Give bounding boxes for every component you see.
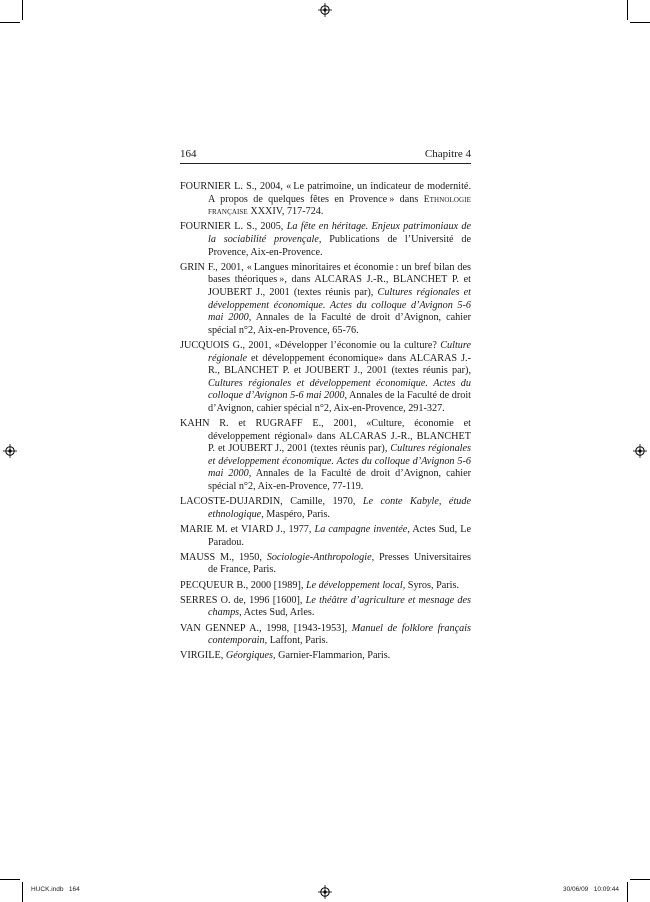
reference-text: , Annales de la Faculté de droit d’Avignon, cahier spécial n°2, Aix-en-Provence, 291-327. — [208, 390, 471, 414]
reference-text: , Annales de la Faculté de droit d’Avignon, cahier spécial n°2, Aix-en-Provence, 77-119. — [208, 468, 471, 493]
work-title: La fête en héritage. Enjeux patrimoniaux de la sociabilité provençale — [208, 221, 471, 245]
slug-timestamp: 30/06/09 10:09:44 — [563, 886, 620, 893]
reference-entry — [180, 418, 471, 494]
registration-mark-icon — [3, 444, 17, 458]
reference-text: XXXIV, 717-724. — [247, 206, 324, 218]
work-title: Cultures régionales et développement économique. Actes du colloque d’Avignon 5-6 mai 2000 — [208, 377, 471, 402]
reference-text: , Annales de la Faculté de droit d’Avignon, cahier spécial n°2, Aix-en-Provence, 65-76. — [208, 312, 471, 336]
reference-entry — [180, 221, 471, 259]
reference-text: MARIE M. et VIARD J., 1977, — [180, 524, 315, 535]
work-title: Manuel de folklore français contemporain — [208, 622, 471, 647]
reference-text: GRIN F., 2001, « Langues minoritaires et économie : un bref bilan des bases théoriques », dans ALCARAS J.-R., BLANCHET P. et JOUBERT J., 2001 (textes réunis par), — [180, 261, 471, 298]
chapter-title: Chapitre 4 — [424, 148, 471, 160]
running-head — [180, 147, 471, 164]
reference-entry — [180, 650, 471, 663]
reference-text: SERRES O. de, 1996 [1600], — [180, 594, 306, 606]
reference-text: JUCQUOIS G., 2001, «Développer l’économie ou la culture? — [180, 339, 441, 351]
work-title: La campagne inventée — [314, 524, 408, 535]
registration-mark-icon — [318, 3, 332, 17]
reference-entry — [180, 262, 471, 338]
reference-text: FOURNIER L. S., 2004, « Le patrimoine, un indicateur de modernité. A propos de quelques fêtes en Provence » dans — [180, 181, 471, 205]
bibliography — [180, 181, 471, 666]
work-title: Culture régionale — [208, 339, 471, 364]
reference-entry — [180, 496, 471, 521]
crop-mark — [22, 0, 23, 20]
crop-mark — [0, 22, 20, 23]
crop-mark — [630, 22, 650, 23]
reference-text: LACOSTE-DUJARDIN, Camille, 1970, — [180, 496, 363, 508]
reference-entry — [180, 552, 471, 577]
reference-text: , Actes Sud, Arles. — [239, 607, 315, 619]
registration-mark-icon — [633, 444, 647, 458]
reference-text: FOURNIER L. S., 2005, — [180, 221, 287, 233]
reference-entry — [180, 623, 471, 648]
work-title: Cultures régionales et développement économique. Actes du colloque d’Avignon 5-6 mai 2000 — [208, 443, 471, 480]
reference-text: , Laffont, Paris. — [264, 635, 329, 647]
reference-text: et développement économique» dans ALCARAS J.-R., BLANCHET P. et JOUBERT J., 2001 (textes réunis par), — [208, 352, 471, 377]
reference-entry — [180, 580, 471, 593]
work-title: Le théâtre d’agriculture et mesnage des champs — [208, 594, 471, 619]
reference-text: , Presses Universitaires de France, Paris. — [208, 551, 471, 576]
reference-text: , Maspéro, Paris. — [261, 508, 330, 520]
reference-text: , Actes Sud, Le Paradou. — [208, 524, 471, 548]
reference-text: PECQUEUR B., 2000 [1989], — [180, 579, 306, 591]
reference-entry — [180, 340, 471, 416]
crop-mark — [22, 882, 23, 902]
reference-entry — [180, 524, 471, 549]
reference-text: VIRGILE, — [180, 650, 226, 662]
reference-text: VAN GENNEP A., 1998, [1943-1953], — [180, 622, 352, 634]
crop-mark — [627, 882, 628, 902]
page-number: 164 — [180, 148, 197, 160]
reference-entry — [180, 595, 471, 620]
crop-mark — [0, 879, 20, 880]
reference-text: , Syros, Paris. — [402, 579, 460, 591]
reference-text: KAHN R. et RUGRAFF E., 2001, «Culture, économie et développement régional» dans ALCARAS J.-R., BLANCHET P. et JOUBERT J., 2001 (textes réunis par), — [180, 418, 471, 455]
journal-title: Ethnologie française — [208, 193, 471, 218]
work-title: Le développement local — [305, 579, 403, 591]
crop-mark — [630, 879, 650, 880]
work-title: Sociologie-Anthropologie — [266, 551, 372, 563]
crop-mark — [627, 0, 628, 20]
work-title: Cultures régionales et développement économique. Actes du colloque d’Avignon 5-6 mai 2000 — [208, 286, 471, 324]
work-title: Le conte Kabyle, étude ethnologique — [208, 496, 471, 520]
reference-entry — [180, 181, 471, 219]
reference-text: , Garnier-Flammarion, Paris. — [273, 650, 391, 662]
reference-text: , Publications de l’Université de Provence, Aix-en-Provence. — [208, 233, 471, 258]
work-title: Géorgiques — [225, 650, 274, 662]
registration-mark-icon — [318, 885, 332, 899]
reference-text: MAUSS M., 1950, — [180, 551, 267, 563]
slug-filename: HUCK.indb 164 — [31, 886, 80, 893]
